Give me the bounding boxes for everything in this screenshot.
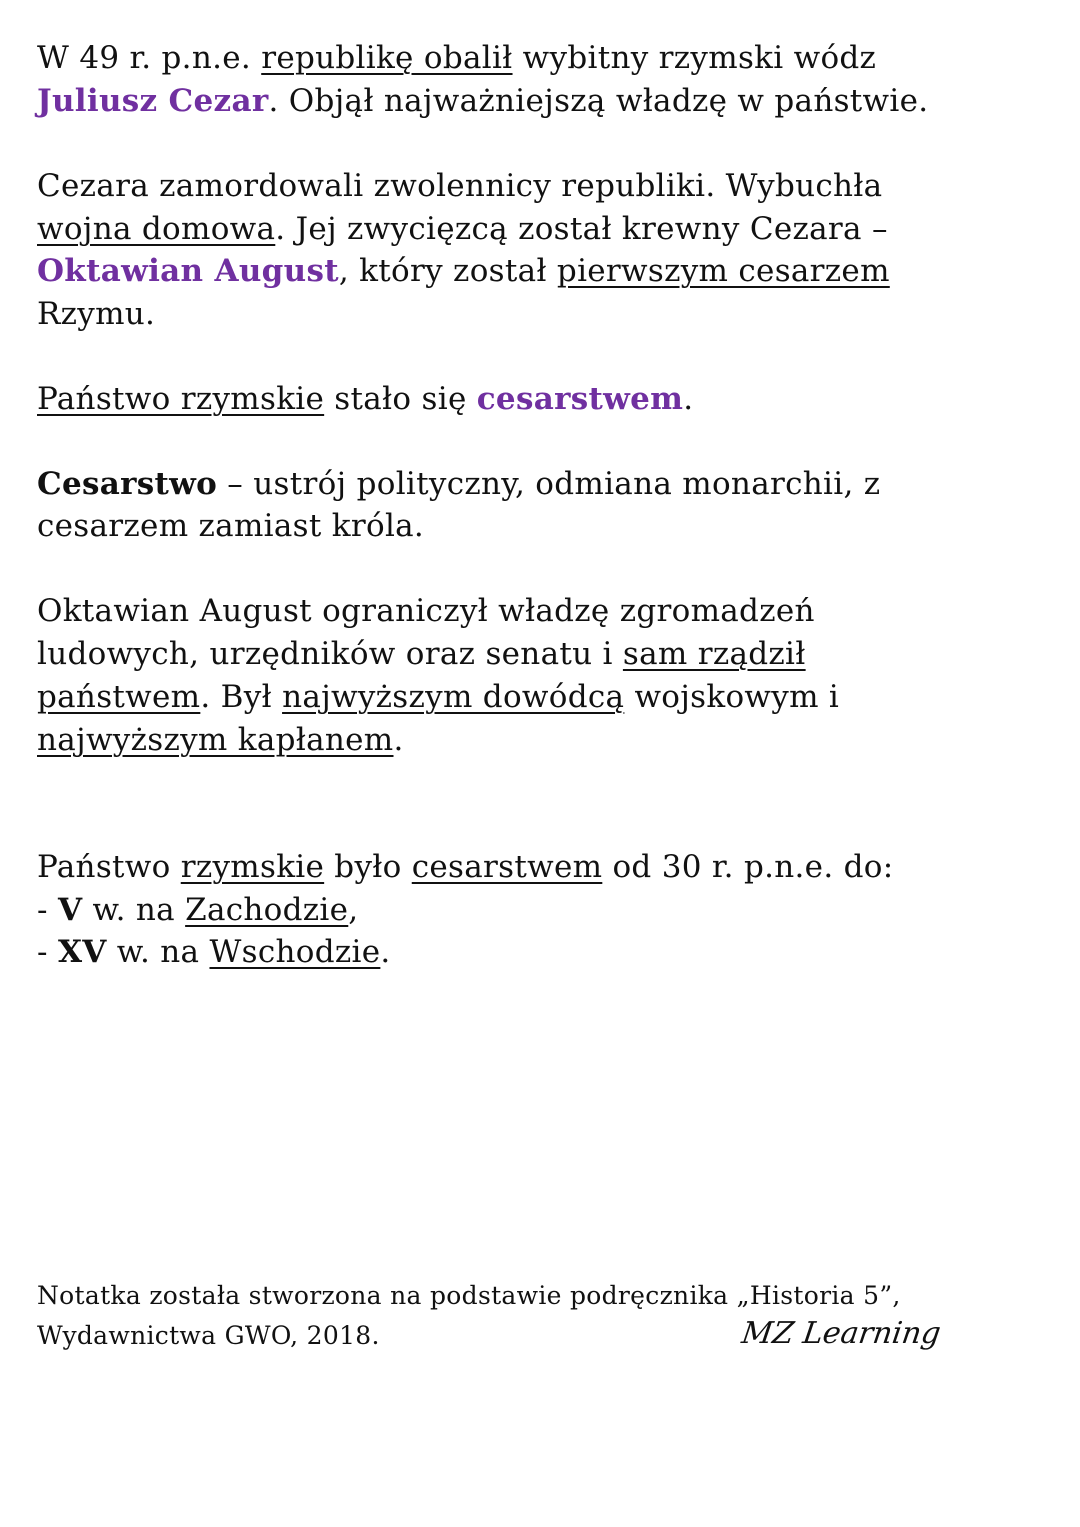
underlined-phrase: państwem (37, 679, 201, 715)
text-line (37, 506, 424, 546)
text-line (37, 38, 876, 78)
text-segment: Cezara zamordowali zwolennicy republiki. Wybuchła (37, 168, 883, 204)
underlined-phrase: Państwo rzymskie (37, 381, 325, 417)
underlined-phrase: Zachodzie (185, 892, 349, 928)
text-line (37, 634, 806, 674)
text-segment: . Jej zwycięzcą został krewny Cezara – (275, 211, 888, 247)
footer-source-line-1: Notatka została stworzona na podstawie podręcznika „Historia 5”, (37, 1281, 901, 1310)
footer-source-line-2: Wydawnictwa GWO, 2018. (37, 1321, 380, 1350)
text-segment: wojskowym i (624, 679, 840, 715)
text-segment: wybitny rzymski wódz (512, 40, 877, 76)
text-line (37, 81, 928, 121)
text-segment: . Był (200, 679, 283, 715)
text-line (37, 379, 693, 419)
text-segment: . (393, 722, 404, 758)
text-line (37, 847, 893, 887)
text-line (37, 464, 880, 504)
text-segment: – ustrój polityczny, odmiana monarchii, z (217, 466, 881, 502)
text-segment: ludowych, urzędników oraz senatu i (37, 636, 623, 672)
underlined-phrase: najwyższym kapłanem (37, 722, 394, 758)
text-line (37, 209, 888, 249)
text-segment: . (380, 934, 391, 970)
bold-term: Cesarstwo (37, 466, 218, 502)
underlined-phrase: pierwszym cesarzem (556, 253, 890, 289)
text-segment: stało się (324, 381, 477, 417)
text-segment: W 49 r. p.n.e. (37, 40, 262, 76)
text-line (37, 251, 890, 291)
highlighted-term: cesarstwem (476, 381, 684, 417)
underlined-phrase: wojna domowa (37, 211, 276, 247)
text-segment: - (37, 892, 58, 928)
text-line (37, 890, 358, 930)
underlined-phrase: cesarstwem (411, 849, 603, 885)
text-line (37, 677, 839, 717)
text-line (37, 294, 155, 334)
text-segment: cesarzem zamiast króla. (37, 508, 425, 544)
text-segment: Państwo (37, 849, 181, 885)
text-line (37, 720, 404, 760)
text-segment: Oktawian August ograniczył władzę zgromadzeń (37, 593, 815, 629)
text-line (37, 932, 391, 972)
bold-term: XV (57, 934, 107, 970)
bold-term: V (57, 892, 83, 928)
underlined-phrase: Wschodzie (209, 934, 381, 970)
text-segment: od 30 r. p.n.e. do: (602, 849, 894, 885)
text-segment: , który został (338, 253, 557, 289)
signature-logo: MZ Learning (739, 1316, 943, 1351)
text-segment: Rzymu. (37, 296, 156, 332)
underlined-phrase: rzymskie (180, 849, 325, 885)
text-segment: - (37, 934, 58, 970)
text-line (37, 166, 882, 206)
text-segment: w. na (82, 892, 186, 928)
text-segment: . Objął najważniejszą władzę w państwie. (268, 83, 929, 119)
text-segment: w. na (106, 934, 210, 970)
text-segment: było (324, 849, 412, 885)
underlined-phrase: republikę obalił (261, 40, 513, 76)
underlined-phrase: najwyższym dowódcą (282, 679, 625, 715)
highlighted-term: Oktawian August (37, 253, 339, 289)
text-segment: . (683, 381, 694, 417)
text-segment: , (348, 892, 359, 928)
highlighted-term: Juliusz Cezar (37, 83, 269, 119)
text-line (37, 591, 815, 631)
underlined-phrase: sam rządził (622, 636, 806, 672)
